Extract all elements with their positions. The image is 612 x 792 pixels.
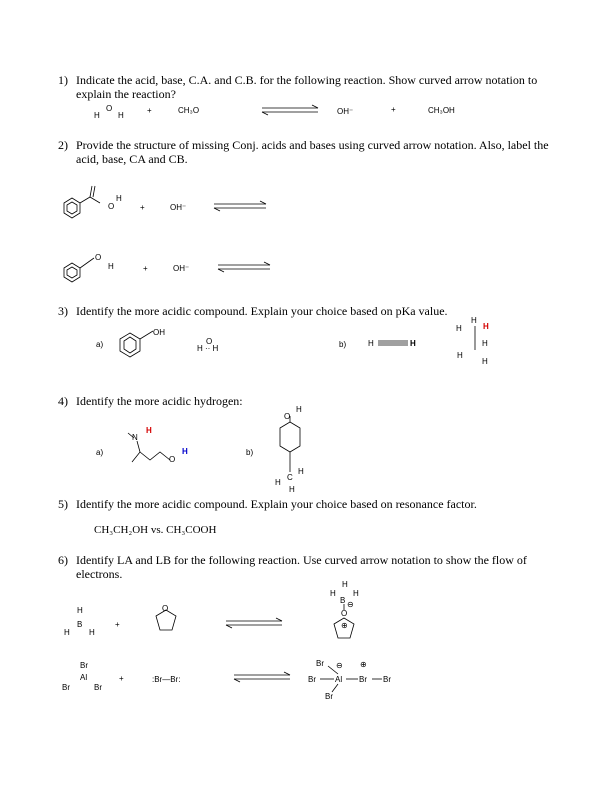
q4-amine-n: N [132,433,138,442]
q6-adduct-h: H [342,580,348,589]
q4-amine-h-red: H [146,426,152,435]
q6-adduct-o: O [341,609,348,618]
q6-borane-h: H [89,628,95,637]
q2-acid-h: H [116,194,122,203]
question-number: 1) [58,73,68,87]
question-number: 2) [58,138,68,152]
cyclohexane-ring [280,422,300,452]
q6-product-plus: ⊕ [360,660,367,669]
question-text: Identify LA and LB for the following reaction. Use curved arrow notation to show the flow of electrons. [76,553,527,581]
q6-borane-h: H [64,628,70,637]
q1-methanol: CH₃OH [428,106,455,115]
thf-ring [334,618,354,638]
q6-alcl-br: Br [62,683,70,692]
q6-alcl-al: Al [80,673,88,682]
question-number: 3) [58,304,68,318]
q6-br2: :Br—Br: [152,675,181,684]
q3-ethane-h: H [482,357,488,366]
question-text: Identify the more acidic compound. Explain your choice based on resonance factor. [76,497,477,511]
q6-product-br: Br [325,692,333,701]
q6-alcl-br: Br [80,661,88,670]
q6-adduct-h: H [330,589,336,598]
q4-alcohol-h-blue: H [182,447,188,456]
q3-phenol-oh: OH [153,328,165,337]
question-number: 6) [58,553,68,567]
q4-ring-h: H [275,478,281,487]
q6-plus-circ: ⊕ [341,621,348,630]
q3-alkyne-h1: H [368,339,374,348]
q3-part-b: b) [339,340,347,349]
benzene-ring [64,263,80,282]
q4-ring-h-top: H [296,405,302,414]
q2-hydroxide-2: OH⁻ [173,264,190,273]
q1-hydroxide: OH⁻ [337,107,354,116]
q4-ring-c: C [287,473,293,482]
question-text: Identify the more acidic compound. Explain your choice based on pKa value. [76,304,448,318]
q1-methoxide: CH₃O [178,106,200,115]
q6-product-br: Br [316,659,324,668]
q4-alcohol-o: O [169,455,176,464]
q4-ring-h: H [298,467,304,476]
q4-ring-h: H [289,485,295,494]
q1-water-o: O [106,104,113,113]
question-number: 4) [58,394,68,408]
benzene-ring [64,198,80,218]
q6-borane-b: B [77,620,83,629]
q6-plus-2: + [119,674,124,683]
q4-ring-o: O [284,412,291,421]
q2-plus-1: + [140,203,145,212]
q5-formula: CH₃CH₂OH vs. CH₃COOH [94,524,217,536]
q3-ethane-h: H [471,316,477,325]
q6-minus: ⊖ [347,600,354,609]
q2-plus-2: + [143,264,148,273]
q2-phenol-h: H [108,262,114,271]
question-text: Indicate the acid, base, C.A. and C.B. for the following reaction. Show curved arrow notation to explain the reaction? [76,73,538,101]
q6-alcl-br: Br [94,683,102,692]
q2-phenol-o: O [95,253,102,262]
q3-ethane-h: H [457,351,463,360]
q3-water-o: O [206,337,213,346]
q6-product-al: Al [335,675,343,684]
q6-plus-1: + [115,620,120,629]
question-number: 5) [58,497,68,511]
q6-adduct-b: B [340,596,346,605]
q6-product-br: Br [383,675,391,684]
q6-thf-o: O [162,604,169,613]
q2-acid-o: O [108,202,115,211]
q6-adduct-h: H [353,589,359,598]
q3-ethane-h: H [482,339,488,348]
q3-water-h: H ·· H [197,344,219,353]
q1-plus-1: + [147,106,152,115]
q1-plus-2: + [391,105,396,114]
q6-borane-h: H [77,606,83,615]
q1-water-h2: H [118,111,124,120]
q3-part-a: a) [96,340,104,349]
q3-alkyne-h2: H [410,339,416,348]
thf-ring [156,610,176,630]
q6-product-minus: ⊖ [336,661,343,670]
q6-product-br: Br [308,675,316,684]
q4-part-b: b) [246,448,254,457]
q4-part-a: a) [96,448,104,457]
q3-ethane-h: H [456,324,462,333]
q2-hydroxide-1: OH⁻ [170,203,187,212]
question-text: Provide the structure of missing Conj. acids and bases using curved arrow notation. Also, label the acid, base, CA and CB. [76,138,549,166]
question-text: Identify the more acidic hydrogen: [76,394,243,408]
q6-product-br: Br [359,675,367,684]
q1-water-h: H [94,111,100,120]
q3-ethane-h-red: H [483,322,489,331]
